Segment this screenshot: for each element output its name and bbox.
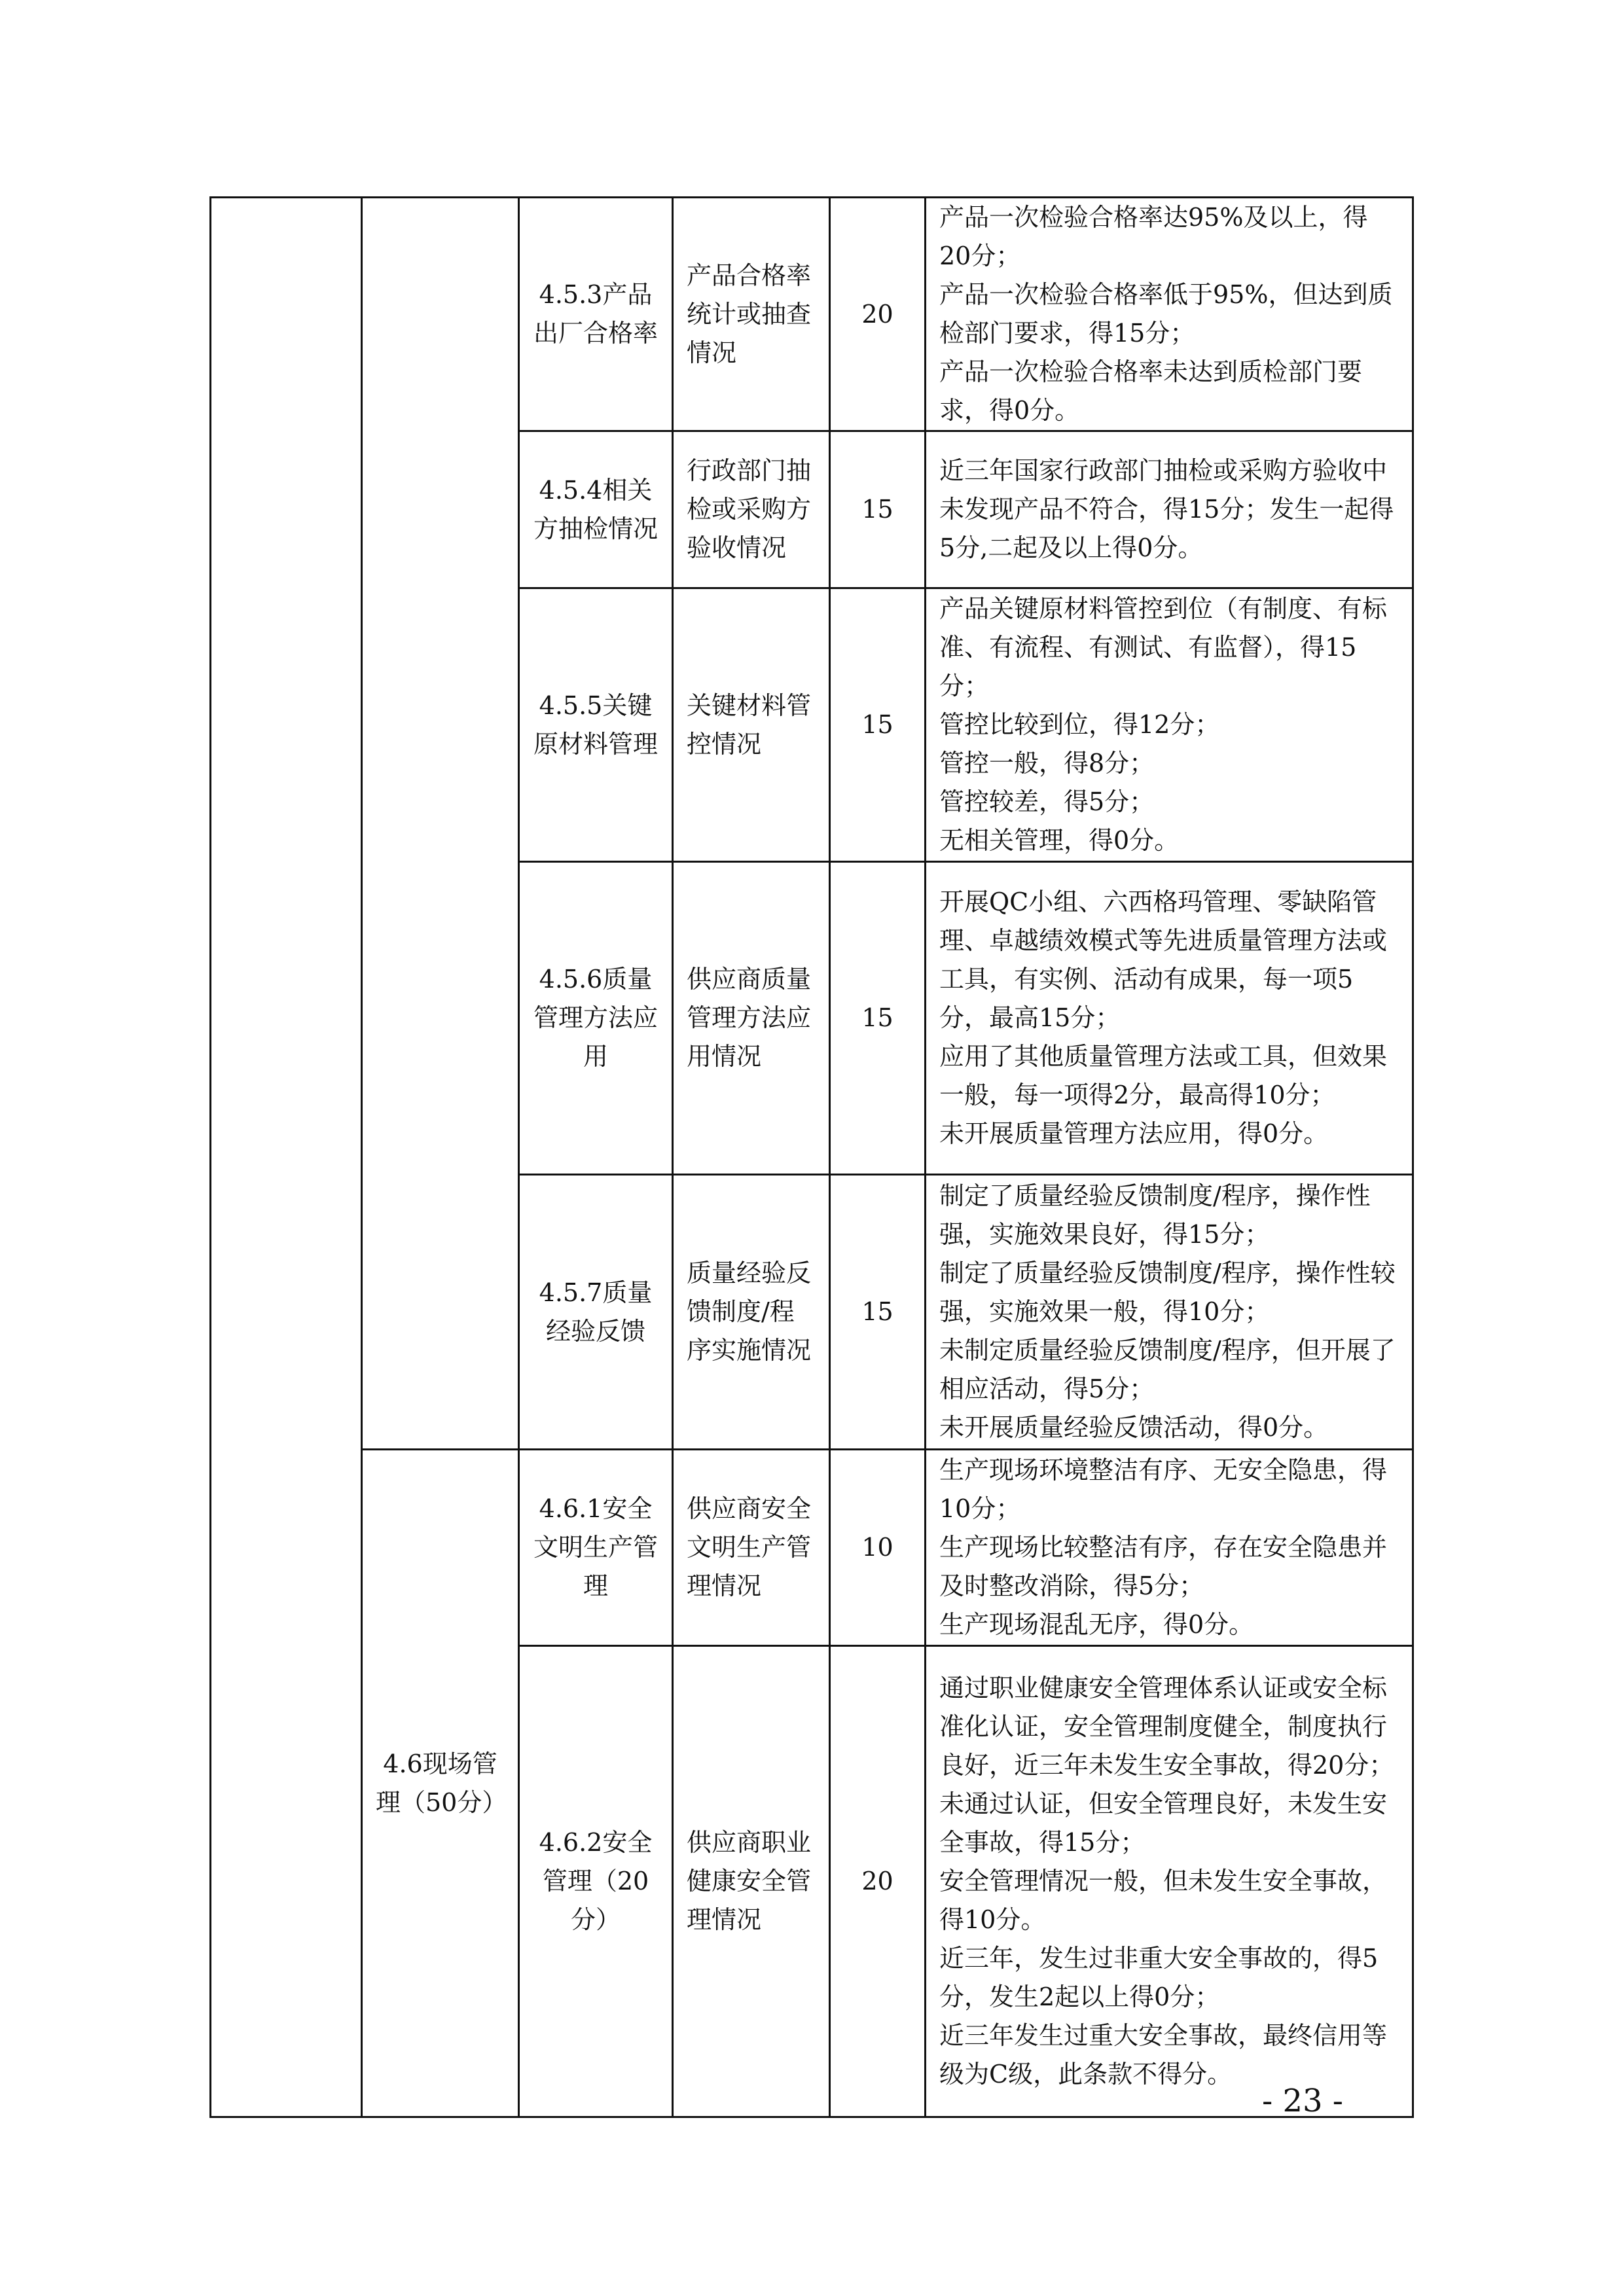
item-content: 产品合格率统计或抽查情况 bbox=[673, 198, 830, 431]
standard-line: 制定了质量经验反馈制度/程序，操作性较强，实施效果一般，得10分； bbox=[939, 1259, 1396, 1326]
standard-line: 应用了其他质量管理方法或工具，但效果一般，每一项得2分，最高得10分； bbox=[939, 1042, 1388, 1109]
item-score: 15 bbox=[830, 862, 926, 1175]
table-row bbox=[211, 198, 1413, 431]
item-score: 15 bbox=[830, 588, 926, 862]
standard-line: 近三年发生过重大安全事故，最终信用等级为C级，此条款不得分。 bbox=[939, 2021, 1388, 2089]
category-level1-cell bbox=[211, 198, 362, 2117]
item-code: 4.6.2安全管理（20分） bbox=[519, 1646, 673, 2117]
standard-line: 产品一次检验合格率低于95%，但达到质检部门要求，得15分； bbox=[939, 280, 1393, 348]
item-score: 15 bbox=[830, 431, 926, 588]
standard-line: 未开展质量经验反馈活动，得0分。 bbox=[939, 1413, 1329, 1442]
standard-line: 产品一次检验合格率达95%及以上，得20分； bbox=[939, 203, 1368, 270]
item-code: 4.5.3产品出厂合格率 bbox=[519, 198, 673, 431]
item-content: 质量经验反馈制度/程序实施情况 bbox=[673, 1175, 830, 1450]
standard-line: 管控比较到位，得12分； bbox=[939, 710, 1220, 739]
item-code: 4.5.6质量管理方法应用 bbox=[519, 862, 673, 1175]
table-row bbox=[211, 1450, 1413, 1646]
standard-line: 生产现场环境整洁有序、无安全隐患，得10分； bbox=[939, 1456, 1388, 1523]
standard-line: 通过职业健康安全管理体系认证或安全标准化认证，安全管理制度健全，制度执行良好，近三年未发生安全事故，得20分； bbox=[939, 1674, 1394, 1780]
category-4-6-cell: 4.6现场管理（50分） bbox=[362, 1450, 519, 2117]
item-code: 4.6.1安全文明生产管理 bbox=[519, 1450, 673, 1646]
item-score: 10 bbox=[830, 1450, 926, 1646]
item-standard bbox=[926, 1175, 1413, 1450]
standard-line: 未制定质量经验反馈制度/程序，但开展了相应活动，得5分； bbox=[939, 1336, 1396, 1403]
item-code: 4.5.4相关方抽检情况 bbox=[519, 431, 673, 588]
item-score: 15 bbox=[830, 1175, 926, 1450]
evaluation-table bbox=[209, 196, 1414, 2118]
standard-line: 制定了质量经验反馈制度/程序，操作性强，实施效果良好，得15分； bbox=[939, 1181, 1371, 1249]
standard-line: 产品关键原材料管控到位（有制度、有标准、有流程、有测试、有监督），得15分； bbox=[939, 594, 1388, 700]
category-level2-cell bbox=[362, 198, 519, 1450]
standard-line: 生产现场比较整洁有序，存在安全隐患并及时整改消除，得5分； bbox=[939, 1533, 1388, 1600]
standard-line: 安全管理情况一般，但未发生安全事故，得10分。 bbox=[939, 1867, 1388, 1934]
standard-line: 近三年国家行政部门抽检或采购方验收中未发现产品不符合，得15分；发生一起得5分,二起及以上得0分。 bbox=[939, 456, 1394, 562]
item-content: 供应商安全文明生产管理情况 bbox=[673, 1450, 830, 1646]
standard-line: 无相关管理，得0分。 bbox=[939, 826, 1180, 855]
item-code: 4.5.5关键原材料管理 bbox=[519, 588, 673, 862]
item-content: 行政部门抽检或采购方验收情况 bbox=[673, 431, 830, 588]
item-score: 20 bbox=[830, 1646, 926, 2117]
item-standard bbox=[926, 588, 1413, 862]
item-standard bbox=[926, 431, 1413, 588]
item-standard bbox=[926, 862, 1413, 1175]
standard-line: 开展QC小组、六西格玛管理、零缺陷管理、卓越绩效模式等先进质量管理方法或工具，有实例、活动有成果，每一项5分，最高15分； bbox=[939, 888, 1388, 1032]
page-number: - 23 - bbox=[1261, 2083, 1344, 2119]
item-standard bbox=[926, 1646, 1413, 2117]
item-standard bbox=[926, 198, 1413, 431]
item-content: 供应商质量管理方法应用情况 bbox=[673, 862, 830, 1175]
standard-line: 未开展质量管理方法应用，得0分。 bbox=[939, 1119, 1329, 1148]
item-standard bbox=[926, 1450, 1413, 1646]
standard-line: 管控一般，得8分； bbox=[939, 749, 1155, 778]
item-score: 20 bbox=[830, 198, 926, 431]
item-content: 关键材料管控情况 bbox=[673, 588, 830, 862]
standard-line: 管控较差，得5分； bbox=[939, 787, 1155, 816]
standard-line: 未通过认证，但安全管理良好，未发生安全事故，得15分； bbox=[939, 1789, 1388, 1857]
standard-line: 近三年，发生过非重大安全事故的，得5分，发生2起以上得0分； bbox=[939, 1944, 1379, 2011]
standard-line: 产品一次检验合格率未达到质检部门要求，得0分。 bbox=[939, 357, 1363, 425]
item-content: 供应商职业健康安全管理情况 bbox=[673, 1646, 830, 2117]
item-code: 4.5.7质量经验反馈 bbox=[519, 1175, 673, 1450]
standard-line: 生产现场混乱无序，得0分。 bbox=[939, 1610, 1254, 1639]
